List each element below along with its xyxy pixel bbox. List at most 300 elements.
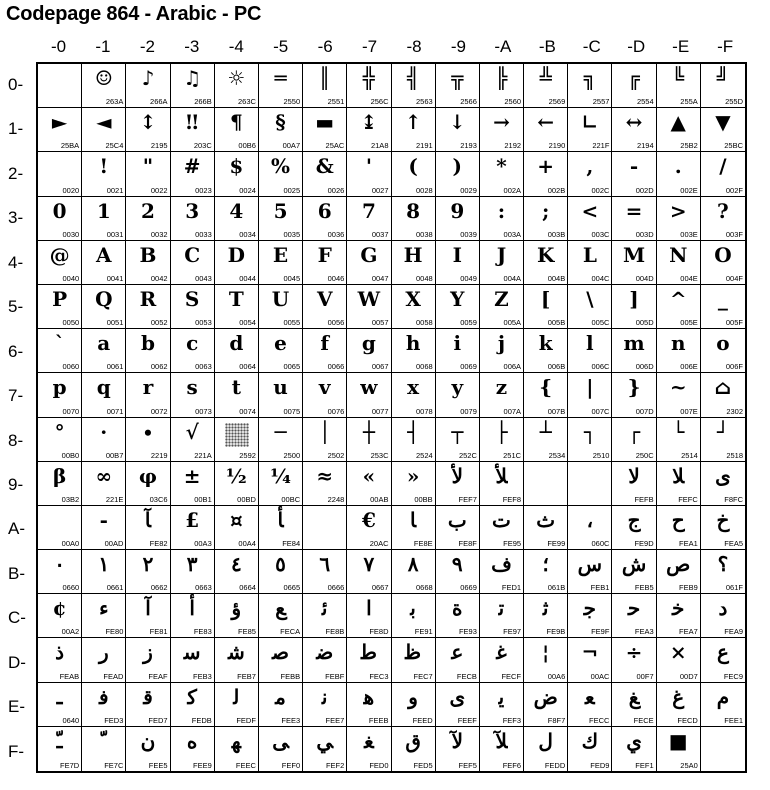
char-glyph: ↨ [360,110,378,135]
char-cell [126,197,170,241]
char-glyph: ﺕ [492,507,511,532]
char-glyph: ┤ [407,419,420,444]
char-cell [701,506,745,550]
char-cell [568,462,612,506]
unicode-code: 00A3 [194,539,212,549]
char-glyph: ٣ [186,552,198,577]
char-cell [568,727,612,771]
char-cell [436,285,480,329]
unicode-code: 003B [547,229,566,239]
char-cell [126,108,170,152]
char-glyph: ¦ [542,640,550,665]
unicode-code: 003E [680,229,698,239]
char-cell [303,108,347,152]
char-glyph: ≈ [316,463,334,488]
unicode-code: 0058 [416,318,433,328]
char-glyph: + [537,154,555,179]
unicode-code: 00B6 [238,141,256,151]
char-glyph: ; [541,198,550,223]
char-cell [480,197,524,241]
unicode-code: FEA7 [679,627,698,637]
unicode-code: 0059 [460,318,477,328]
unicode-code: 2563 [416,97,433,107]
unicode-code: 2560 [504,97,522,107]
char-cell [480,638,524,682]
char-cell [436,462,480,506]
char-cell [38,683,82,727]
char-glyph: ٤ [230,552,242,577]
char-glyph: # [183,154,201,179]
column-header: -A [494,37,512,56]
unicode-code: 2191 [416,141,433,151]
char-cell [392,373,436,417]
char-glyph: _ [717,286,728,311]
unicode-code: 00BC [281,494,301,504]
char-cell [259,462,303,506]
column-header: -4 [228,37,244,56]
unicode-code: FE93 [458,627,477,637]
unicode-code: 0666 [327,583,345,593]
char-glyph: ٧ [363,552,375,577]
unicode-code: FECC [589,715,610,725]
unicode-code: FEB3 [192,671,212,681]
char-glyph: ﺛ [542,596,549,621]
char-glyph: ☼ [227,66,246,90]
char-glyph: ١ [98,552,110,577]
unicode-code: 0025 [283,185,301,195]
char-glyph: - [99,507,108,532]
unicode-code: 00B0 [61,450,80,460]
char-glyph: ♫ [183,66,202,90]
char-glyph: \ [586,286,594,311]
unicode-code: 0030 [62,229,80,239]
char-cell [701,727,745,771]
unicode-code: 007E [680,406,698,416]
char-glyph: ﻋ [451,640,464,665]
unicode-code: 004F [725,273,743,283]
char-cell [657,727,701,771]
char-glyph: Q [95,286,113,311]
char-cell [436,197,480,241]
codepage-grid [36,62,747,773]
char-glyph: ﯼ [715,463,731,488]
unicode-code: 2551 [327,97,345,107]
char-cell [126,241,170,285]
row-header: 9- [8,474,24,494]
char-cell [657,285,701,329]
char-glyph: ^ [669,286,687,311]
unicode-code: 060C [591,539,610,549]
char-glyph: @ [49,242,70,267]
unicode-code: FEC9 [723,671,743,681]
unicode-code: 252C [458,450,477,460]
unicode-code: 00F7 [636,671,654,681]
unicode-code: 2550 [283,97,301,107]
char-glyph: ﹼ [100,728,107,753]
char-glyph: ~ [669,375,687,400]
unicode-code: FE8E [413,539,433,549]
char-glyph: ﻡ [716,684,730,709]
char-glyph: ﹽ [56,728,63,753]
char-glyph: ٦ [319,552,331,577]
char-cell [524,683,568,727]
char-cell [38,462,82,506]
char-cell [568,683,612,727]
char-glyph: ﺧ [672,596,685,621]
char-cell [568,197,612,241]
char-cell [347,462,391,506]
char-glyph: · [100,419,108,444]
char-glyph: ┐ [583,419,596,444]
char-cell [126,285,170,329]
char-cell [38,550,82,594]
unicode-code: 263C [238,97,256,107]
char-glyph: B [139,242,157,267]
char-cell [524,506,568,550]
char-glyph: ↔ [625,110,643,135]
unicode-code: 00BD [237,494,256,504]
char-cell [524,727,568,771]
char-cell [524,152,568,196]
char-cell [126,64,170,108]
char-glyph: ﺅ [231,596,242,621]
unicode-code: 221F [592,141,610,151]
char-cell [259,108,303,152]
char-cell [436,506,480,550]
page-title: Codepage 864 - Arabic - PC [6,3,262,25]
unicode-code: 0060 [62,362,80,372]
unicode-code: 0029 [460,185,477,195]
unicode-code: 2194 [636,141,654,151]
unicode-code: 25BA [60,141,80,151]
char-glyph: ﺳ [183,640,201,665]
char-cell [436,152,480,196]
unicode-code: 005C [591,318,610,328]
char-cell [171,550,215,594]
unicode-code: FEB7 [237,671,256,681]
char-cell [701,594,745,638]
char-glyph: ± [183,463,201,488]
char-cell [392,506,436,550]
unicode-code: 004B [547,273,566,283]
char-cell [392,152,436,196]
char-cell [303,550,347,594]
char-glyph: * [496,154,507,179]
char-cell [303,329,347,373]
char-cell [215,727,259,771]
row-header: 8- [8,430,24,450]
char-cell [568,373,612,417]
char-glyph: ٨ [407,552,419,577]
unicode-code: FEDD [544,761,566,770]
char-glyph: ┌ [628,419,641,444]
char-cell [126,152,170,196]
char-glyph: { [539,375,553,400]
char-cell [480,152,524,196]
char-cell [38,152,82,196]
char-cell [524,594,568,638]
char-cell [259,373,303,417]
char-cell [568,638,612,682]
char-cell [171,683,215,727]
unicode-code: 2302 [726,406,743,416]
char-cell [347,550,391,594]
char-glyph: s [186,375,198,400]
char-cell [657,64,701,108]
unicode-code: 255D [725,97,743,107]
char-glyph: A [96,242,112,267]
char-glyph: ﺙ [536,507,556,532]
char-glyph: ﻩ [186,728,198,753]
unicode-code: 0054 [239,318,256,328]
char-glyph: = [625,198,643,223]
unicode-code: FEEF [457,715,477,725]
unicode-code: 0660 [62,583,80,593]
char-glyph: ﻍ [672,684,685,709]
unicode-code: 005B [547,318,566,328]
char-glyph: ] [629,286,639,311]
char-glyph: e [274,331,287,356]
char-glyph: ► [51,110,68,135]
unicode-code: 2190 [548,141,566,151]
char-cell [524,462,568,506]
unicode-code: FED7 [148,715,168,725]
unicode-code: 0044 [239,273,256,283]
char-glyph: ½ [225,463,247,488]
char-glyph: w [360,375,378,400]
char-cell [38,418,82,462]
char-cell [303,285,347,329]
unicode-code: FEF3 [502,715,522,725]
unicode-code: 0065 [283,362,301,372]
char-cell [215,638,259,682]
unicode-code: 005E [680,318,698,328]
unicode-code: 003D [635,229,654,239]
unicode-code: 0040 [62,273,80,283]
unicode-code: 25C4 [105,141,124,151]
char-glyph: ﻥ [140,728,156,753]
char-cell [215,152,259,196]
char-cell [524,285,568,329]
char-cell [657,638,701,682]
char-glyph: ﻃ [360,640,377,665]
char-cell [701,152,745,196]
char-glyph: β [52,463,67,488]
unicode-code: 256C [370,97,389,107]
unicode-code: 2518 [726,450,743,460]
char-glyph: t [231,375,241,400]
char-cell [171,462,215,506]
unicode-code: 0062 [150,362,168,372]
char-cell [480,594,524,638]
char-glyph: c [186,331,199,356]
unicode-code: FEEB [368,715,389,725]
char-glyph: ﺟ [583,596,597,621]
char-glyph: ! [99,154,109,179]
unicode-code: 003A [503,229,522,239]
char-glyph: 5 [273,198,288,223]
char-cell [126,462,170,506]
unicode-code: 2219 [150,450,168,460]
unicode-code: 006E [680,362,698,372]
char-glyph: $ [229,154,244,179]
unicode-code: 007B [547,406,566,416]
char-cell [126,550,170,594]
char-glyph: ٠ [54,552,65,577]
char-glyph: ¶ [229,110,243,135]
unicode-code: FEED [412,715,433,725]
char-cell [524,373,568,417]
char-cell [171,329,215,373]
char-cell [38,241,82,285]
unicode-code: 0042 [150,273,168,283]
unicode-code: 005D [635,318,654,328]
char-glyph: ﺝ [627,507,641,532]
unicode-code: 0047 [371,273,389,283]
char-cell [568,506,612,550]
unicode-code: 004D [635,273,654,283]
unicode-code: 2192 [504,141,522,151]
char-cell [347,152,391,196]
unicode-code: 002A [503,185,522,195]
char-glyph: f [320,331,330,356]
unicode-code: 25BC [724,141,743,151]
char-glyph: ¼ [270,463,291,488]
unicode-code: FED3 [104,715,124,725]
unicode-code: 0039 [460,229,477,239]
char-glyph: ﺍ [366,596,372,621]
char-glyph: ﻻ [628,463,640,488]
unicode-code: FEE5 [148,761,168,770]
char-cell [657,462,701,506]
column-header: -8 [406,37,422,56]
char-glyph: ﻑ [491,552,512,577]
char-glyph: ﺫ [55,640,65,665]
unicode-code: 0028 [416,185,433,195]
char-cell [657,108,701,152]
char-glyph: » [406,463,420,488]
char-cell [259,683,303,727]
char-glyph: ╦ [451,66,464,90]
char-cell [480,727,524,771]
unicode-code: 0669 [460,583,477,593]
char-glyph: ‼ [185,110,199,135]
char-glyph: ╗ [583,66,596,90]
unicode-code: 255A [680,97,698,107]
unicode-code: 00B7 [105,450,124,460]
char-glyph: ﺄ [277,507,284,532]
unicode-code: 251C [503,450,522,460]
char-cell [126,418,170,462]
unicode-code: FED5 [413,761,433,770]
unicode-code: 221E [105,494,124,504]
unicode-code: FECA [280,627,301,637]
char-cell [436,64,480,108]
char-cell [303,683,347,727]
char-glyph: 8 [406,198,421,223]
char-glyph: ▬ [315,110,335,135]
char-glyph: ؟ [717,552,729,577]
char-glyph: ┼ [362,419,375,444]
unicode-code: FE80 [105,627,124,637]
char-cell [612,285,656,329]
char-glyph: [ [540,286,551,311]
column-header: -E [672,37,690,56]
char-glyph: ﺀ [99,596,109,621]
unicode-code: FEDF [236,715,256,725]
char-cell [347,241,391,285]
char-cell [568,152,612,196]
char-glyph: ﺵ [621,552,647,577]
unicode-code: 0640 [62,715,80,725]
char-cell [259,550,303,594]
char-cell [38,506,82,550]
unicode-code: 00AB [370,494,389,504]
unicode-code: FE99 [547,539,566,549]
unicode-code: 0038 [416,229,433,239]
char-cell [171,197,215,241]
unicode-code: 0070 [62,406,80,416]
unicode-code: 0061 [106,362,124,372]
char-cell [480,64,524,108]
unicode-code: 2534 [548,450,566,460]
unicode-code: FEB5 [634,583,654,593]
unicode-code: FEE7 [325,715,345,725]
char-cell [82,638,126,682]
char-glyph: ﺡ [671,507,685,532]
char-cell [171,418,215,462]
char-cell [215,550,259,594]
char-cell [657,683,701,727]
unicode-code: FECB [456,671,477,681]
char-glyph: ▼ [715,110,731,135]
char-glyph: < [581,198,599,223]
unicode-code: 006A [503,362,522,372]
unicode-code: 0072 [150,406,168,416]
char-cell [347,373,391,417]
char-glyph: ﺻ [272,640,290,665]
char-cell [303,64,347,108]
column-header: -7 [362,37,378,56]
char-cell [215,594,259,638]
char-cell [436,638,480,682]
unicode-code: FEFB [634,494,654,504]
char-glyph: ¤ [229,507,243,532]
char-glyph: ┘ [716,419,729,444]
char-cell [480,462,524,506]
char-cell [524,418,568,462]
unicode-code: 2554 [636,97,654,107]
char-glyph: R [139,286,157,311]
char-glyph: ـ [56,684,63,709]
char-glyph: ٥ [275,552,286,577]
char-glyph: ﻕ [405,728,421,753]
char-cell [657,152,701,196]
char-cell [126,506,170,550]
char-cell [392,64,436,108]
char-glyph: ﺎ [410,507,417,532]
char-glyph: 6 [317,198,332,223]
char-glyph: φ [138,463,158,488]
unicode-code: 266A [150,97,168,107]
char-glyph: ⌂ [714,375,732,400]
char-cell [82,152,126,196]
unicode-code: 0664 [239,583,256,593]
char-glyph: & [315,154,334,179]
char-cell [612,594,656,638]
char-cell [215,197,259,241]
unicode-code: 0057 [371,318,389,328]
